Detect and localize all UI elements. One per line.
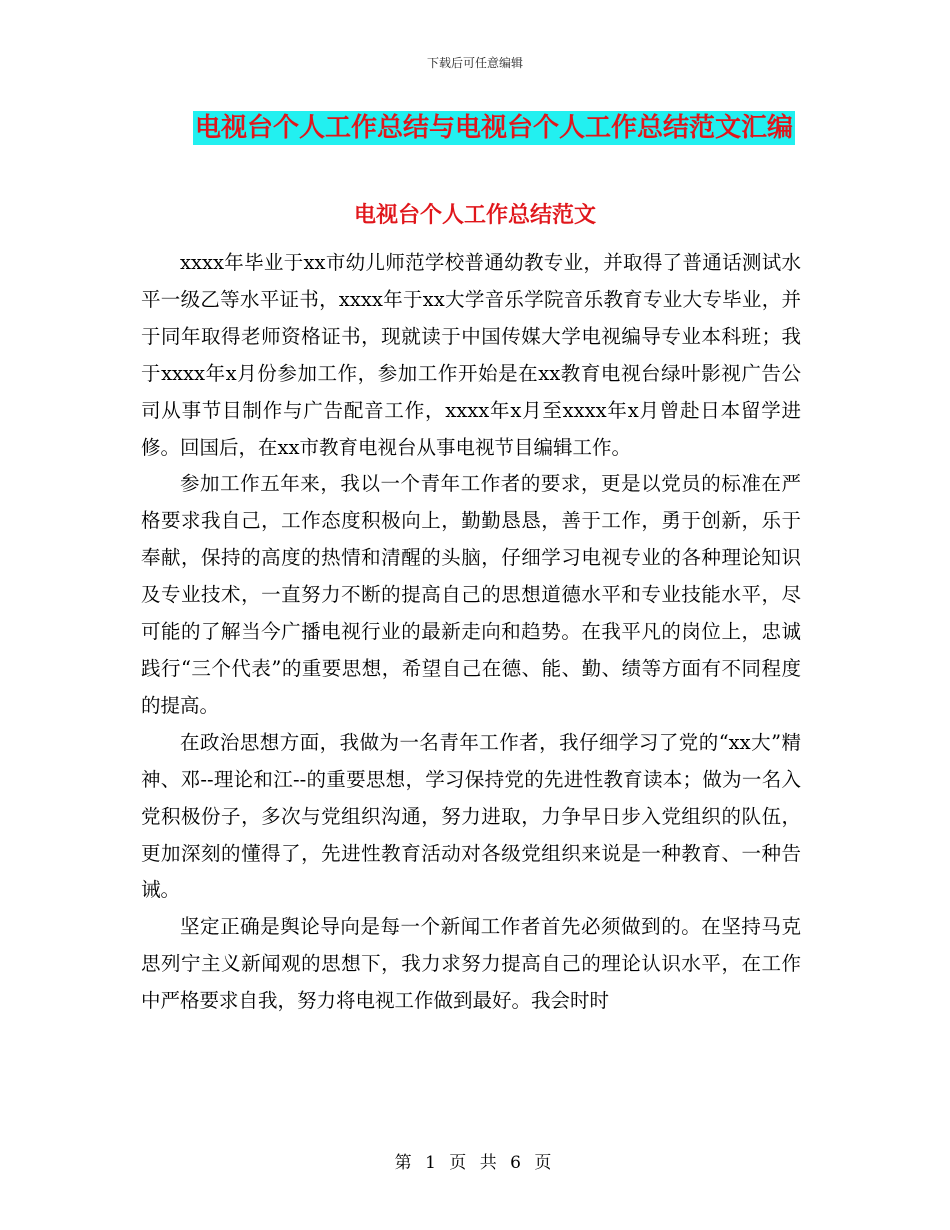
paragraph-1: xxxx年毕业于xx市幼儿师范学校普通幼教专业，并取得了普通话测试水平一级乙等水平证书，xxxx年于xx大学音乐学院音乐教育专业大专毕业，并于同年取得老师资格证书，现就读于中国传媒大学电视编导专业本科班；我于xxxx年x月份参加工作，参加工作开始是在xx教育电视台绿叶影视广告公司从事节目制作与广告配音工作，xxxx年x月至xxxx年x月曾赴日本留学进修。回国后，在xx市教育电视台从事电视节目编辑工作。 (141, 251, 801, 459)
paragraph-2: 参加工作五年来，我以一个青年工作者的要求，更是以党员的标准在严格要求我自己，工作态度积极向上，勤勤恳恳，善于工作，勇于创新，乐于奉献，保持的高度的热情和清醒的头脑，仔细学习电视专业的各种理论知识及专业技术，一直努力不断的提高自己的思想道德水平和专业技能水平，尽可能的了解当今广播电视行业的最新走向和趋势。在我平凡的岗位上，忠诚践行“三个代表”的重要思想，希望自己在德、能、勤、绩等方面有不同程度的提高。 (141, 472, 801, 717)
header-note: 下载后可任意编辑 (426, 56, 523, 70)
page-number-footer: 第 1 页 共 6 页 (394, 1153, 556, 1173)
paragraph-4: 坚定正确是舆论导向是每一个新闻工作者首先必须做到的。在坚持马克思列宁主义新闻观的思想下，我力求努力提高自己的理论认识水平，在工作中严格要求自我，努力将电视工作做到最好。我会时时 (141, 915, 801, 1013)
section-title: 电视台个人工作总结范文 (353, 203, 596, 228)
document-main-title: 电视台个人工作总结与电视台个人工作总结范文汇编 (195, 113, 794, 143)
document-body (141, 245, 801, 1020)
paragraph-3: 在政治思想方面，我做为一名青年工作者，我仔细学习了党的“xx大”精神、邓--理论和江--的重要思想，学习保持党的先进性教育读本；做为一名入党积极份子，多次与党组织沟通，努力进取，力争早日步入党组织的队伍，更加深刻的懂得了，先进性教育活动对各级党组织来说是一种教育、一种告诫。 (141, 730, 801, 902)
